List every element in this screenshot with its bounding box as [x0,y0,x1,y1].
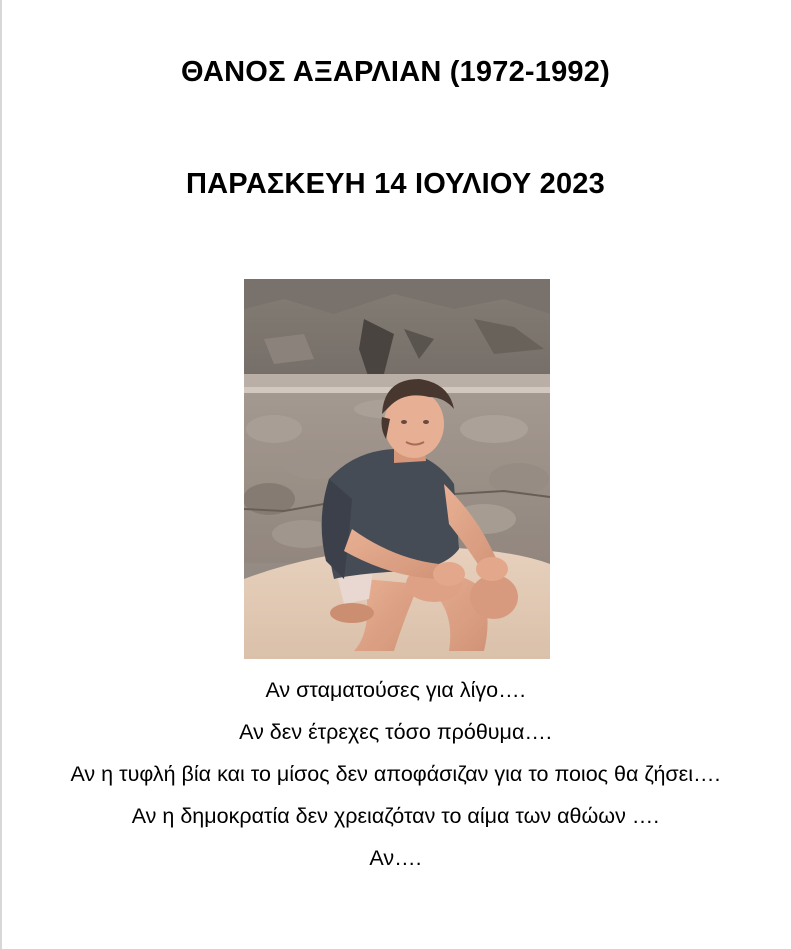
memorial-date: ΠΑΡΑΣΚΕΥΗ 14 ΙΟΥΛΙΟΥ 2023 [186,168,605,200]
portrait-photo [244,279,550,659]
poem-line: Αν δεν έτρεχες τόσο πρόθυμα…. [239,720,552,744]
poem-text [0,674,791,884]
poem-line: Αν…. [369,846,422,870]
memorial-heading: ΘΑΝΟΣ ΑΞΑΡΛΙΑΝ (1972-1992) [181,56,610,88]
poem-line: Αν η δημοκρατία δεν χρειαζόταν το αίμα των αθώων …. [131,804,660,828]
poem-line: Αν σταματούσες για λίγο…. [265,678,526,702]
poem-line: Αν η τυφλή βία και το μίσος δεν αποφάσιζαν για το ποιος θα ζήσει…. [70,762,721,786]
